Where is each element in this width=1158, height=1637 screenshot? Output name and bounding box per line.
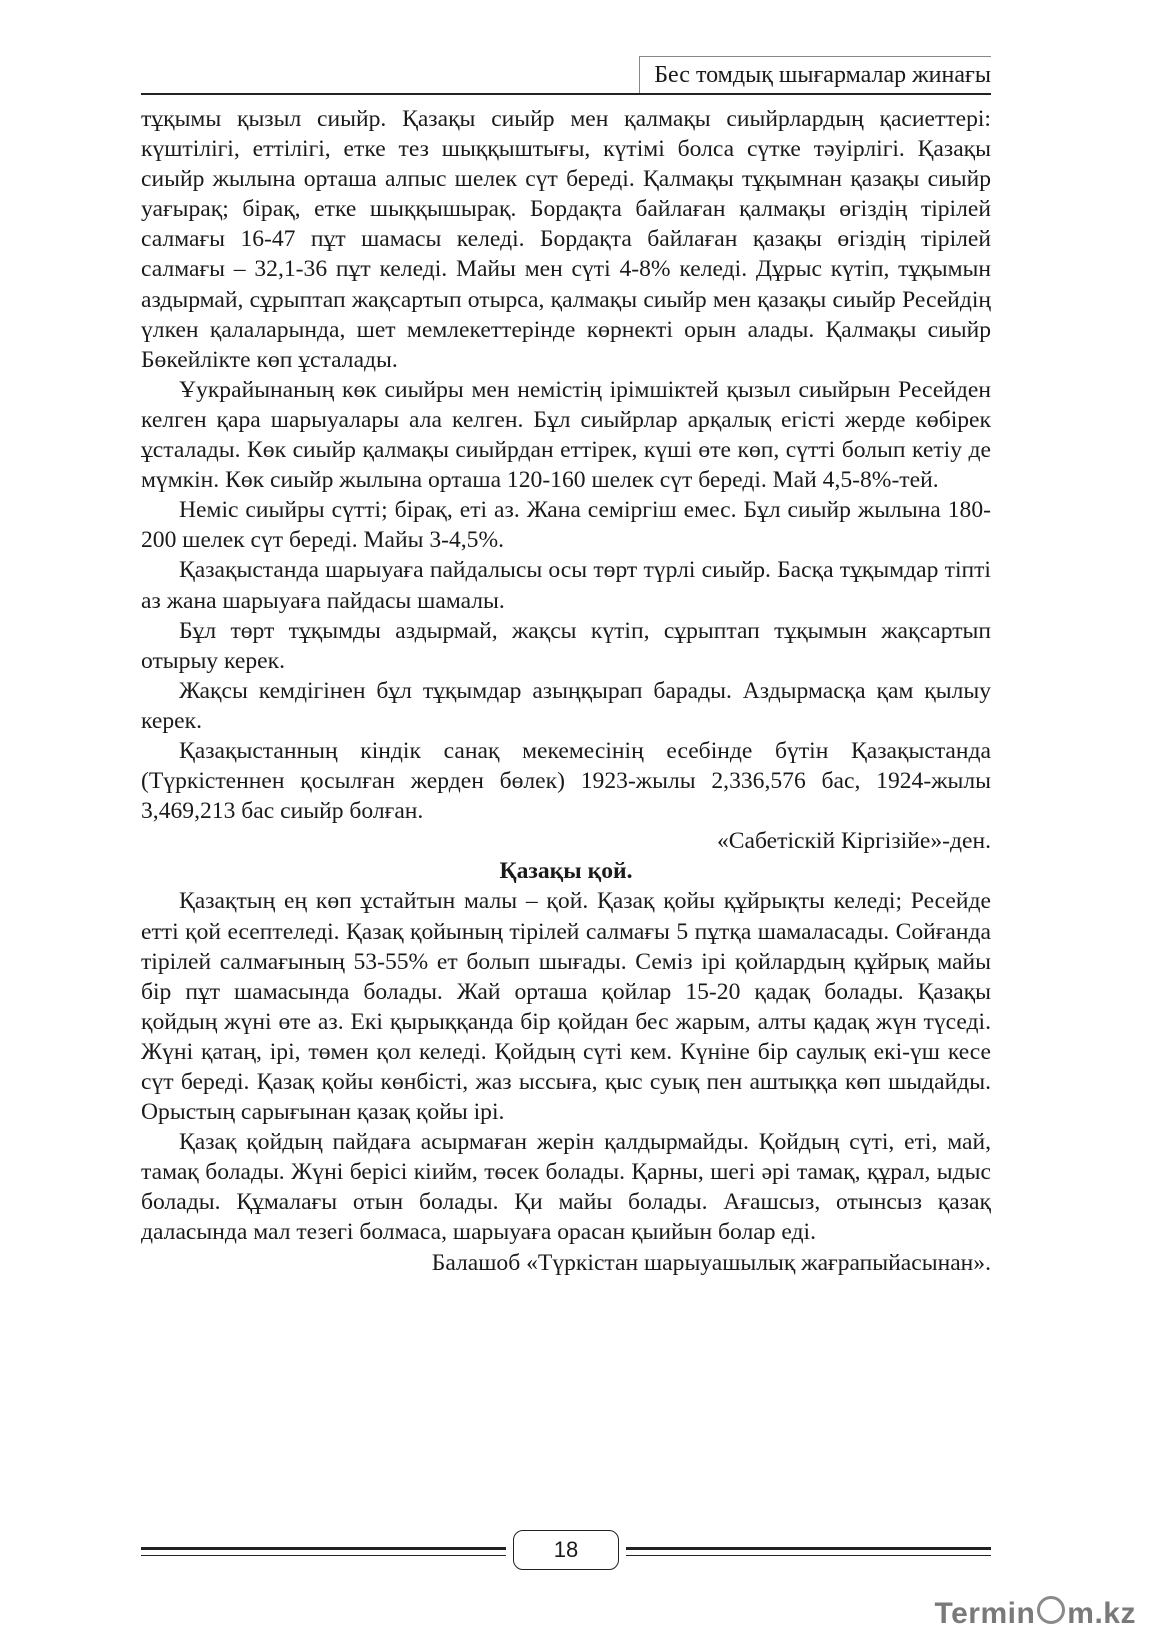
page-body — [141, 104, 991, 1278]
section-title: Қазақы қой. — [499, 858, 633, 885]
paragraph: Неміс сиыйры сүтті; бірақ, еті аз. Жана семіргіш емес. Бұл сиыйр жылына 180-200 шелек сүт береді. Майы 3-4,5%. — [141, 497, 991, 554]
paragraph: Бұл төрт тұқымды аздырмай, жақсы күтіп, сұрыптап тұқымын жақсартып отырыу керек. — [141, 617, 991, 674]
attribution-cattle: «Сабетіскій Кіргізійе»-ден. — [716, 828, 991, 855]
footer-rule-right — [626, 1547, 991, 1556]
page-number: 18 — [513, 1530, 619, 1570]
paragraph-group-sheep — [141, 886, 991, 1247]
paragraph-group-cattle — [141, 104, 991, 826]
running-header — [141, 56, 991, 94]
paragraph: Қазақыстанның кіндік санақ мекемесінің есебінде бүтін Қазақыстанда (Түркістеннен қосылған жерден бөлек) 1923-жылы 2,336,576 бас, 1924-жылы 3,469,213 бас сиыйр болған. — [141, 737, 991, 825]
watermark-text-2: m.kz — [1067, 1597, 1136, 1630]
header-rule — [141, 93, 991, 95]
paragraph: Жақсы кемдігінен бұл тұқымдар азыңқырап барады. Аздырмасқа қам қылыу керек. — [141, 677, 991, 734]
paragraph: тұқымы қызыл сиыйр. Қазақы сиыйр мен қалмақы сиыйрлардың қасиеттері: күштілігі, еттілігі, етке тез шыққыштығы, күтімі болса сүтке тәуірлігі. Қазақы сиыйр жылына орташа алпыс шелек сүт береді. Қалмақы тұқымнан қазақы сиыйр уағырақ; бірақ, етке шыққышырақ. Бордақта байлаған қалмақы өгіздің тірілей салмағы 16-47 пұт шамасы келеді. Бордақта байлаған қазақы өгіздің тірілей салмағы – 32,1-36 пұт келеді. Майы мен сүті 4-8% келеді. Дұрыс күтіп, тұқымын аздырмай, сұрыптап жақсартып отырса, қалмақы сиыйр мен қазақы сиыйр Ресейдің үлкен қалаларында, шет мемлекеттерінде көрнекті орын алады. Қалмақы сиыйр Бөкейлікте көп ұсталады. — [141, 106, 991, 373]
paragraph: Қазақтың ең көп ұстайтын малы – қой. Қазақ қойы құйрықты келеді; Ресейде етті қой есептеледі. Қазақ қойының тірілей салмағы 5 пұтқа шамаласады. Сойғанда тірілей салмағының 53-55% ет болып шығады. Семіз ірі қойлардың құйрық майы бір пұт шамасында болады. Жай орташа қойлар 15-20 қадақ болады. Қазақы қойдың жүні өте аз. Екі қырыққанда бір қойдан бес жарым, алты қадақ жүн түседі. Жүні қатаң, ірі, төмен қол келеді. Қойдың сүті кем. Күніне бір саулық екі-үш кесе сүт береді. Қазақ қойы көнбісті, жаз ыссыға, қыс суық пен аштыққа көп шыдайды. Орыстың сарығынан қазақ қойы ірі. — [141, 888, 991, 1126]
page-footer — [141, 1530, 991, 1572]
paragraph: Қазақыстанда шарыуаға пайдалысы осы төрт түрлі сиыйр. Басқа тұқымдар тіпті аз жана шарыуаға пайдасы шамалы. — [141, 557, 991, 614]
magnifier-icon — [1037, 1596, 1065, 1624]
footer-rule-left — [141, 1547, 506, 1556]
paragraph: Ұукрайынаның көк сиыйры мен немістің ірімшіктей қызыл сиыйрын Ресейден келген қара шарыуалары ала келген. Бұл сиыйрлар арқалық егісті жерде көбірек ұсталады. Көк сиыйр қалмақы сиыйрдан еттірек, күші өте көп, сүтті болып кетіу де мүмкін. Көк сиыйр жылына орташа 120-160 шелек сүт береді. Май 4,5-8%-тей. — [141, 376, 991, 494]
attribution-sheep: Балашоб «Түркістан шарыуашылық жағрапыйасынан». — [431, 1249, 991, 1276]
paragraph: Қазақ қойдың пайдаға асырмаған жерін қалдырмайды. Қойдың сүті, еті, май, тамақ болады. Жүні берісі кіийм, төсек болады. Қарны, шегі әрі тамақ, құрал, ыдыс болады. Құмалағы отын болады. Қи майы болады. Ағашсыз, отынсыз қазақ даласында мал тезегі болмаса, шарыуаға орасан қыийын болар еді. — [141, 1129, 991, 1246]
watermark-text-1: Termin — [934, 1597, 1036, 1630]
book-title: Бес томдық шығармалар жинағы — [639, 56, 991, 93]
site-watermark-logo — [935, 1596, 1137, 1631]
